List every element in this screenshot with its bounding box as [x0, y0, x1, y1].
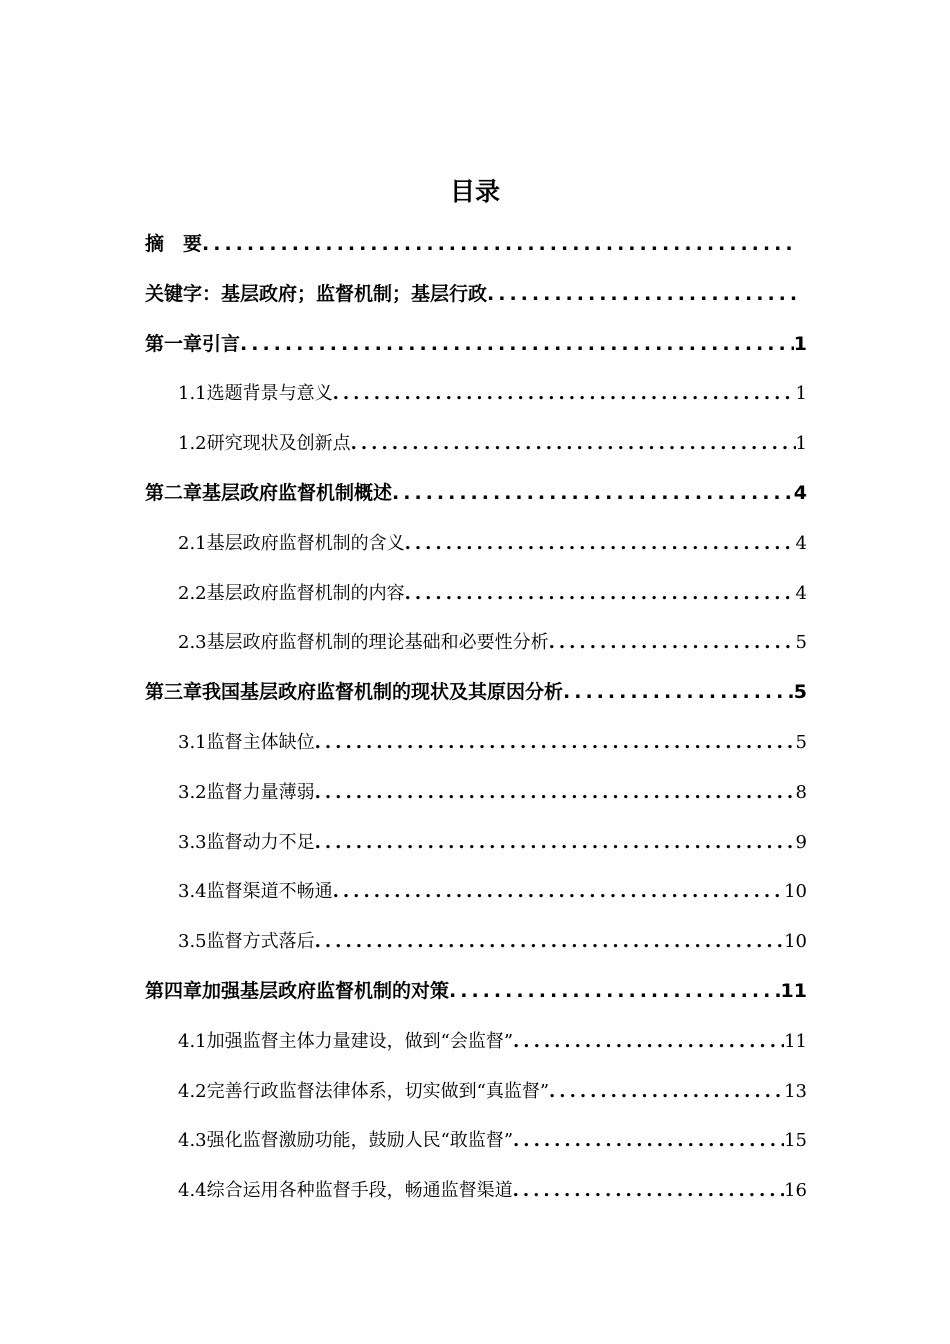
toc-page-number: 1 — [795, 383, 807, 405]
toc-dot-leader — [549, 618, 796, 668]
toc-dot-leader — [392, 469, 794, 519]
toc-page-number: 10 — [784, 931, 807, 953]
toc-chapter-entry[interactable] — [145, 967, 807, 1017]
toc-dot-leader — [315, 718, 796, 768]
toc-entry-title: 3.3监督动力不足 — [178, 831, 315, 853]
toc-dot-leader — [487, 270, 797, 320]
toc-entry-title: 摘 要 — [145, 233, 203, 255]
toc-entry-title: 3.5监督方式落后 — [178, 931, 315, 953]
toc-page-number: 8 — [795, 781, 807, 803]
toc-page-number: 1 — [793, 332, 807, 355]
toc-section-entry[interactable] — [145, 917, 807, 967]
toc-page-number: 1 — [795, 433, 807, 455]
toc-entry-title: 第一章引言 — [145, 332, 241, 355]
page-title: 目录 — [449, 177, 500, 206]
toc-entry-title: 关键字：基层政府；监督机制；基层行政 — [145, 282, 488, 305]
toc-section-entry[interactable] — [145, 718, 807, 768]
toc-dot-leader — [315, 917, 784, 967]
toc-chapter-entry[interactable] — [145, 220, 807, 270]
toc-dot-leader — [351, 419, 796, 469]
toc-page-number: 10 — [784, 881, 807, 903]
toc-dot-leader — [513, 1017, 784, 1067]
toc-dot-leader — [240, 320, 794, 370]
toc-page-number: 4 — [793, 481, 807, 504]
toc-page-number: 5 — [793, 681, 807, 704]
toc-page-number: 11 — [784, 1030, 807, 1052]
toc-entry-title: 2.3基层政府监督机制的理论基础和必要性分析 — [178, 632, 549, 654]
toc-entry-title: 4.4综合运用各种监督手段，畅通监督渠道 — [178, 1180, 513, 1202]
toc-page-number: 5 — [795, 632, 807, 654]
toc-page-number: 4 — [795, 532, 807, 554]
toc-dot-leader — [333, 867, 784, 917]
toc-page-number: 5 — [795, 731, 807, 753]
toc-page-number: 4 — [795, 582, 807, 604]
toc-section-entry[interactable] — [145, 768, 807, 818]
toc-dot-leader — [513, 1116, 784, 1166]
toc-page-number: 15 — [784, 1130, 807, 1152]
toc-entry-title: 2.1基层政府监督机制的含义 — [178, 532, 405, 554]
toc-chapter-entry[interactable] — [145, 320, 807, 370]
toc-section-entry[interactable] — [145, 1116, 807, 1166]
toc-section-entry[interactable] — [145, 1017, 807, 1067]
toc-section-entry[interactable] — [145, 419, 807, 469]
toc-chapter-entry[interactable] — [145, 270, 807, 320]
toc-dot-leader — [563, 668, 794, 718]
toc-entry-title: 4.1加强监督主体力量建设，做到“会监督” — [178, 1030, 514, 1052]
toc-entry-title: 第三章我国基层政府监督机制的现状及其原因分析 — [145, 681, 564, 704]
toc-dot-leader — [449, 967, 781, 1017]
toc-dot-leader — [513, 1166, 784, 1216]
toc-chapter-entry[interactable] — [145, 668, 807, 718]
toc-entry-title: 3.4监督渠道不畅通 — [178, 881, 333, 903]
toc-page-number: 16 — [784, 1180, 807, 1202]
toc-section-entry[interactable] — [145, 867, 807, 917]
toc-entry-title: 第四章加强基层政府监督机制的对策 — [145, 979, 450, 1002]
toc-dot-leader — [333, 369, 796, 419]
toc-page-number: 13 — [784, 1080, 807, 1102]
toc-page-number: 11 — [780, 979, 807, 1002]
toc-section-entry[interactable] — [145, 818, 807, 868]
toc-entry-title: 2.2基层政府监督机制的内容 — [178, 582, 405, 604]
toc-section-entry[interactable] — [145, 519, 807, 569]
toc-entry-title: 3.2监督力量薄弱 — [178, 781, 315, 803]
toc-entry-title: 第二章基层政府监督机制概述 — [145, 481, 393, 504]
toc-dot-leader — [549, 1067, 784, 1117]
toc-entry-title: 3.1监督主体缺位 — [178, 731, 315, 753]
toc-entry-title: 4.3强化监督激励功能，鼓励人民“敢监督” — [178, 1130, 514, 1152]
toc-page-number: 9 — [795, 831, 807, 853]
toc-dot-leader — [315, 818, 796, 868]
toc-section-entry[interactable] — [145, 369, 807, 419]
toc-entry-title: 4.2完善行政监督法律体系，切实做到“真监督” — [178, 1080, 550, 1102]
toc-entry-title: 1.2研究现状及创新点 — [178, 433, 351, 455]
toc-section-entry[interactable] — [145, 1067, 807, 1117]
toc-dot-leader — [405, 519, 796, 569]
toc-section-entry[interactable] — [145, 569, 807, 619]
toc-section-entry[interactable] — [145, 618, 807, 668]
toc-dot-leader — [202, 220, 797, 270]
toc-chapter-entry[interactable] — [145, 469, 807, 519]
toc-entry-title: 1.1选题背景与意义 — [178, 383, 333, 405]
toc-dot-leader — [405, 569, 796, 619]
toc-section-entry[interactable] — [145, 1166, 807, 1216]
toc-dot-leader — [315, 768, 796, 818]
table-of-contents — [145, 220, 807, 1216]
